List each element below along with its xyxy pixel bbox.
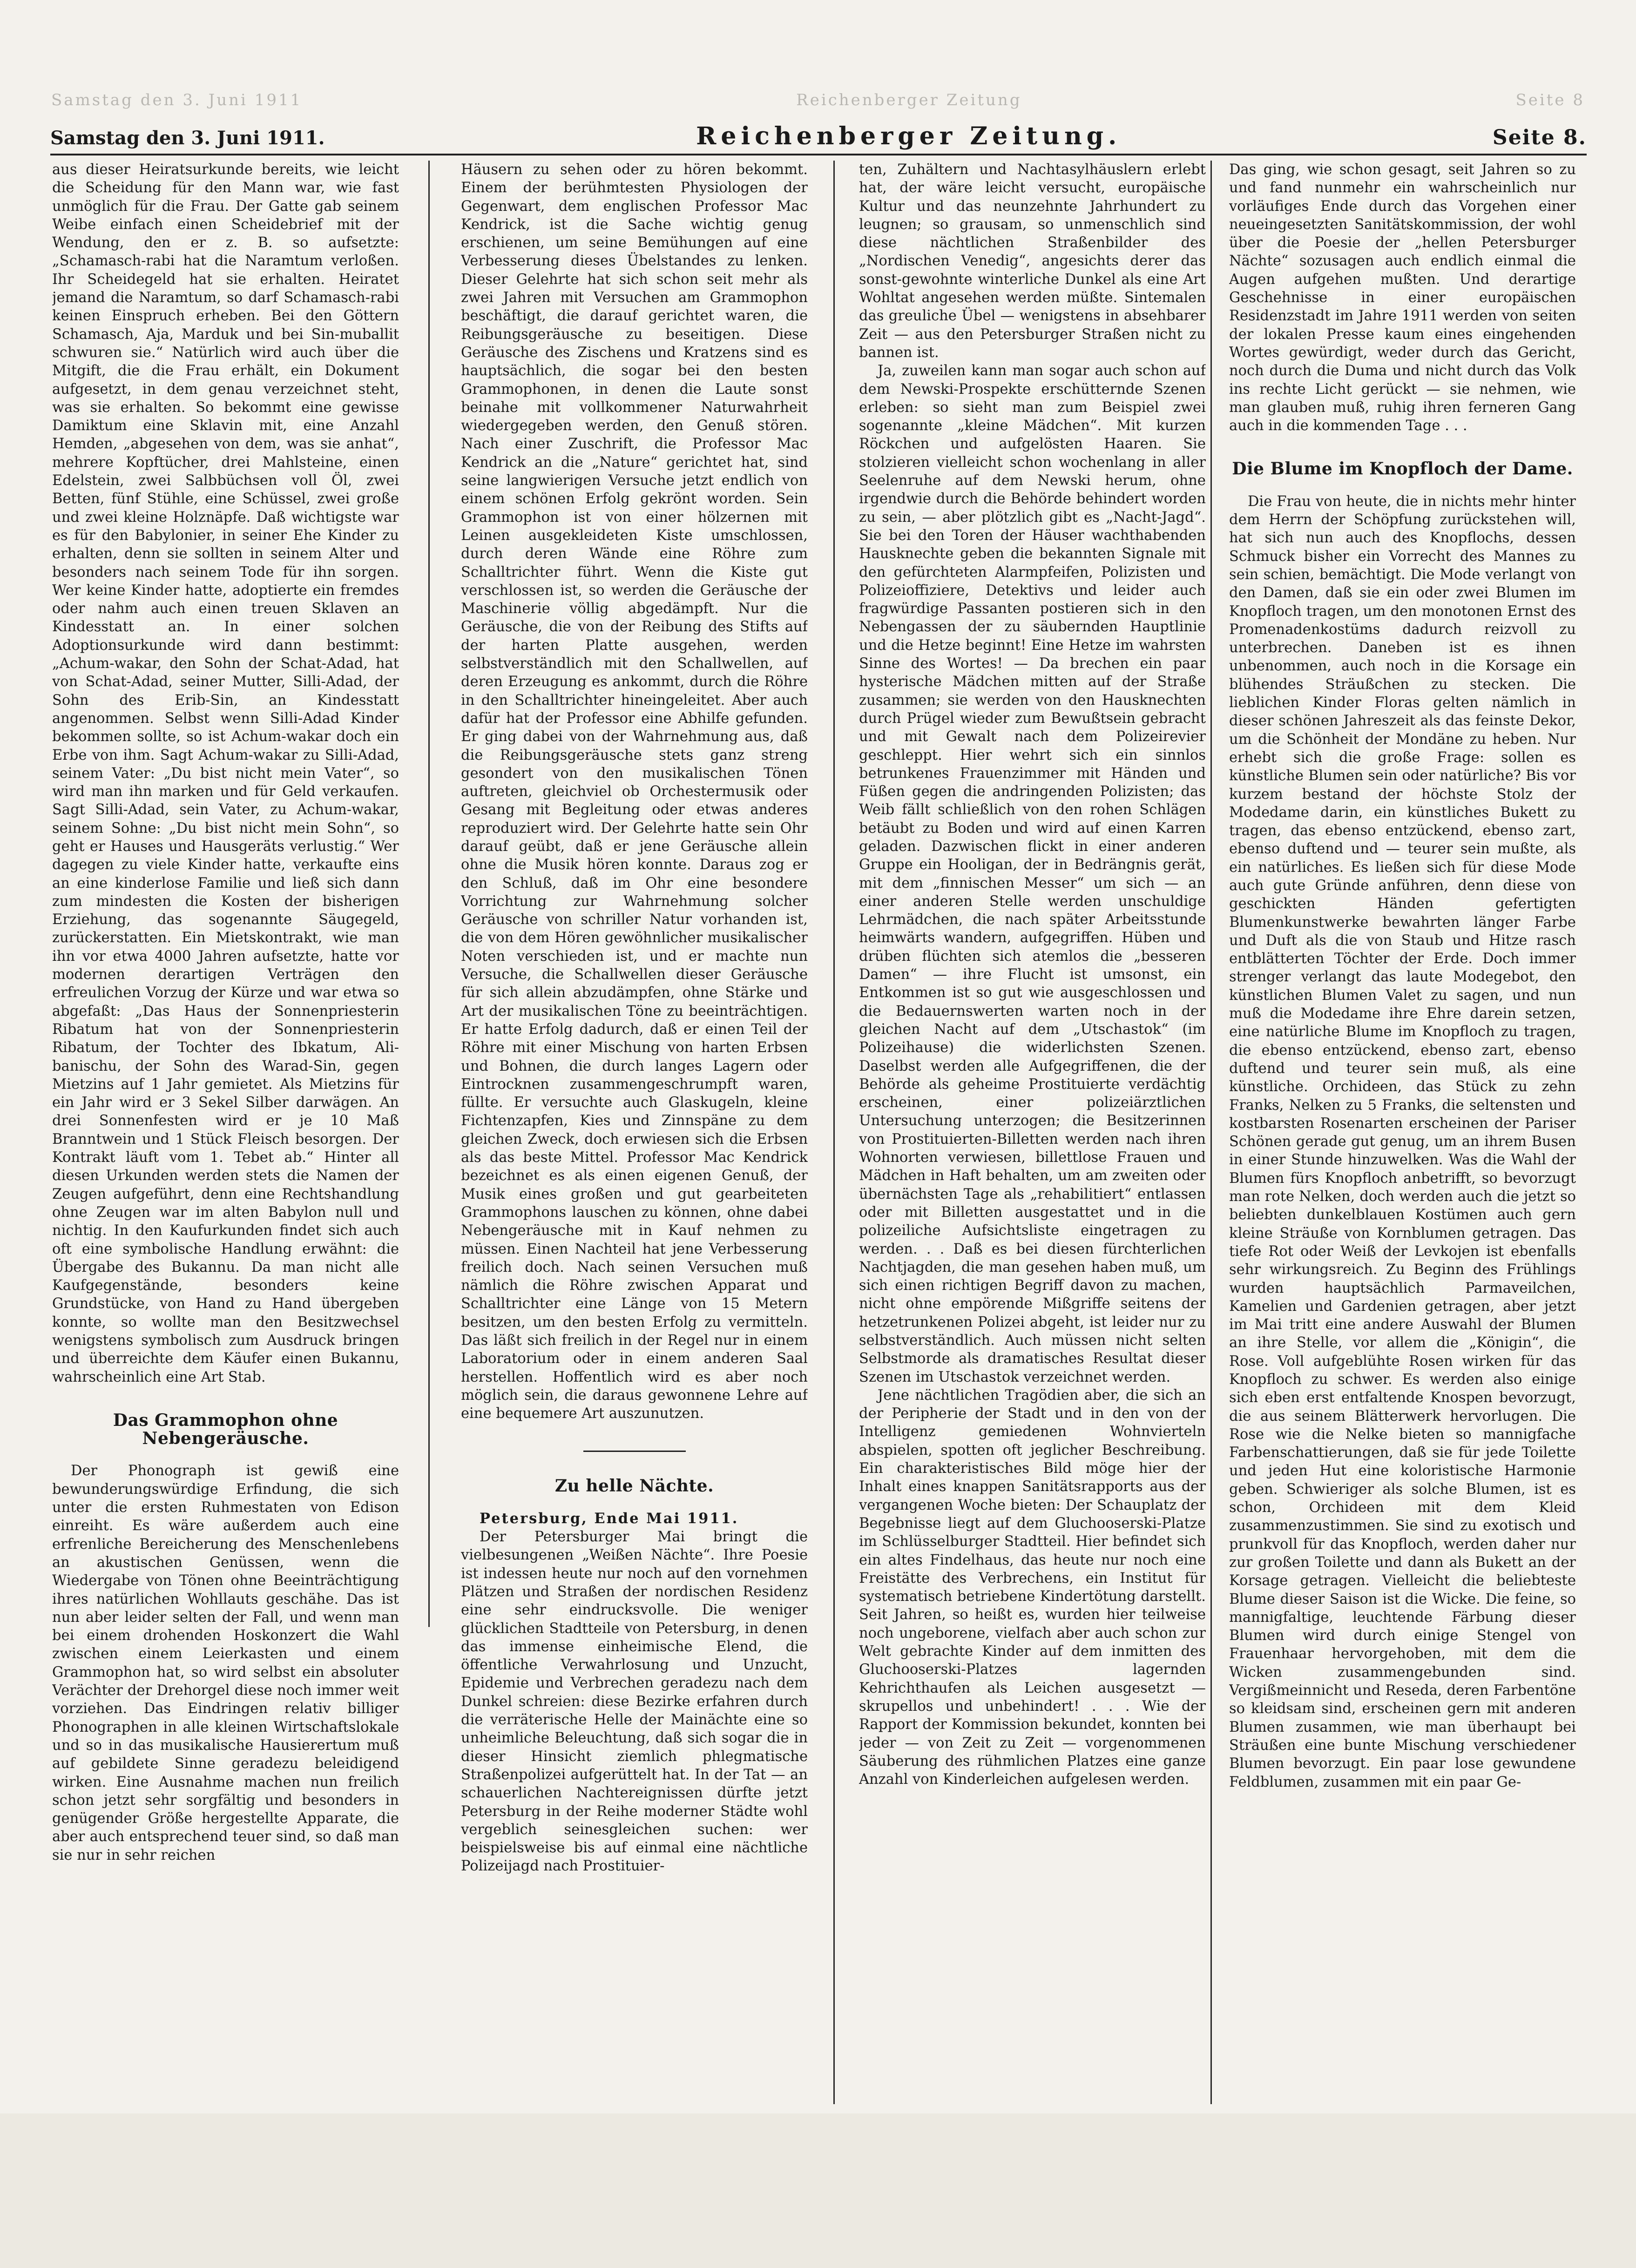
article-heading: Die Blume im Knopfloch der Dame. xyxy=(1232,459,1573,479)
article-text: Jene nächtlichen Tragödien aber, die sich an der Peripherie der Stadt und in den von der Intelligenz gemiedenen Wohnvierteln abspielen, spotten oft jeglicher Beschreibung. Ein charakteristisches Bild möge hier der Inhalt eines knappen Sanitätsrapports aus der vergangenen Woche bieten: Der Schauplatz der Begebnisse liegt auf dem Gluchooserski-Platze im Schlüsselburger Stadtteil. Hier befindet sich ein altes Findelhaus, das heute nur noch eine Freistätte des Verbrechens, ein Institut für systematisch betriebene Kindertötung darstellt. Seit Jahren, so heißt es, wurden hier teilweise noch ungeborene, vielfach aber auch schon zur Welt gebrachte Kinder auf dem inmitten des Gluchooserski-Platzes lagernden Kehrichthaufen als Leichen ausgesetzt — skrupellos und unbehindert! . . . Wie der Rapport der Kommission bekundet, konnten bei jeder — von Zeit zu Zeit — vorgenommenen Säuberung des rühmlichen Platzes eine ganze Anzahl von Kinderleichen aufgelesen werden. xyxy=(859,1387,1206,1788)
column-divider xyxy=(1210,161,1212,2104)
bleed-through-header xyxy=(51,91,1585,109)
page-number: Seite 8. xyxy=(1492,126,1587,149)
ghost-page: Seite 8 xyxy=(1515,91,1585,109)
header-rule xyxy=(50,154,1587,155)
article-text: Ja, zuweilen kann man sogar auch schon auf dem Newski-Prospekte erschütternde Szenen erleben: so sieht man zum Beispiel zwei sogenannte „kleine Mädchen“. Mit kurzen Röckchen und aufgelösten Haaren. Sie stolzieren vielleicht schon wochenlang in aller Seelenruhe auf dem Newski herum, ohne irgendwie durch die Behörde behindert worden zu sein, — aber plötzlich gibt es „Nacht-Jagd“. Sie bei den Toren der Häuser wachthabenden Hausknechte geben die bekannten Signale mit den gefürchteten Alarmpfeifen, Polizisten und Polizeioffiziere, Detektivs und leider auch fragwürdige Passanten postieren sich in den Nebengassen der zu säubernden Hauptlinie und die Hetze beginnt! Eine Hetze im wahrsten Sinne des Wortes! — Da brechen ein paar hysterische Mädchen mitten auf der Straße zusammen; sie werden von den Hausknechten durch Prügel wieder zum Bewußtsein gebracht und mit Gewalt nach dem Polizeirevier geschleppt. Hier wehrt sich ein sinnlos betrunkenes Frauenzimmer mit Händen und Füßen gegen die andringenden Polizisten; das Weib fällt schließlich von den rohen Schlägen betäubt zu Boden und wird auf einen Karren geladen. Dazwischen flickt in einer anderen Gruppe ein Hooligan, der in Bedrängnis gerät, mit dem „finnischen Messer“ um sich — an einer anderen Stelle werden unschuldige Lehrmädchen, die nach später Arbeitsstunde heimwärts wandern, aufgegriffen. Hüben und drüben flüchten sich atemlos die „besseren Damen“ — ihre Flucht ist umsonst, ein Entkommen ist so gut wie ausgeschlossen und die Bedauernswerten warten noch in der gleichen Nacht auf dem „Utschastok“ (im Polizeihause) die widerlichsten Szenen. Daselbst werden alle Aufgegriffenen, die der Behörde als geheime Prostituierte verdächtig erscheinen, einer polizeiärztlichen Untersuchung unterzogen; die Besitzerinnen von Prostituierten-Billetten werden nach ihren Wohnorten verwiesen, billettlose Frauen und Mädchen in Haft behalten, um am zweiten oder übernächsten Tage als „rehabilitiert“ entlassen oder mit Billetten ausgestattet und in die polizeiliche Aufsichtsliste eingetragen zu werden. . . Daß es bei diesen fürchterlichen Nachtjagden, die man gesehen haben muß, um sich einen richtigen Begriff davon zu machen, nicht ohne empörende Mißgriffe seitens der hetzetrunkenen Polizei abgeht, ist leider nur zu selbstverständlich. Auch müssen nicht selten Selbstmorde als dramatisches Resultat dieser Szenen im Utschastok verzeichnet werden. xyxy=(859,363,1206,1385)
article-separator xyxy=(583,1451,686,1452)
article-heading: Zu helle Nächte. xyxy=(554,1476,714,1496)
article-text: Das ging, wie schon gesagt, seit Jahren so zu und fand nunmehr ein wahrscheinlich nur vorläufiges Ende durch das Vorgehen einer neueingesetzten Sanitätskommission, der wohl über die Poesie der „hellen Petersburger Nächte“ sozusagen auch endlich einmal die Augen aufgehen mußten. Und derartige Geschehnisse in einer europäischen Residenzstadt im Jahre 1911 werden von seiten der lokalen Presse kaum eines eingehenden Wortes gewürdigt, weder durch das Gericht, noch durch die Duma und nicht durch das Volk ins rechte Licht gerückt — sie nehmen, wie man glauben muß, ruhig ihren ferneren Gang auch in die kommenden Tage . . . xyxy=(1229,162,1576,434)
ghost-date: Samstag den 3. Juni 1911 xyxy=(51,91,303,109)
column-3 xyxy=(859,161,1206,2106)
article-text: aus dieser Heiratsurkunde bereits, wie leicht die Scheidung für den Mann war, wie fast unmöglich für die Frau. Der Gatte gab seinem Weibe einfach einen Scheidebrief mit der Wendung, den er z. B. so aufsetzte: „Schamasch-rabi hat die Naramtum verloßen. Ihr Scheidegeld hat sie erhalten. Heiratet jemand die Naramtum, so darf Schamasch-rabi keinen Einspruch erheben. Bei den Göttern Schamasch, Aja, Marduk und bei Sin-muballit schwuren sie.“ Natürlich wird auch über die Mitgift, die die Frau erhält, ein Dokument aufgesetzt, in dem genau verzeichnet steht, was sie erhalten. So bekommt eine gewisse Damiktum eine Sklavin mit, eine Anzahl Hemden, „abgesehen von dem, was sie anhat“, mehrere Kopftücher, drei Mahlsteine, einen Edelstein, zwei Salbbüchsen voll Öl, zwei Betten, fünf Stühle, eine Schüssel, zwei große und zwei kleine Holznäpfe. Daß wichtigste war es für den Babylonier, in seiner Ehe Kinder zu erhalten, denn sie sollten in seinem Alter und besonders nach seinem Tode für ihn sorgen. Wer keine Kinder hatte, adoptierte ein fremdes oder nahm auch einen treuen Sklaven an Kindesstatt an. In einer solchen Adoptionsurkunde wird dann bestimmt: „Achum-wakar, den Sohn der Schat-Adad, hat von Schat-Adad, seiner Mutter, Silli-Adad, der Sohn des Erib-Sin, an Kindesstatt angenommen. Selbst wenn Silli-Adad Kinder bekommen sollte, so ist Achum-wakar doch ein Erbe von ihm. Sagt Achum-wakar zu Silli-Adad, seinem Vater: „Du bist nicht mein Vater“, so wird man ihn marken und für Geld verkaufen. Sagt Silli-Adad, sein Vater, zu Achum-wakar, seinem Sohne: „Du bist nicht mein Sohn“, so geht er Hauses und Hausgeräts verlustig.“ Wer dagegen zu viele Kinder hatte, verkaufte eins an eine kinderlose Familie und ließ sich dann zum mindesten die Kosten der bisherigen Erziehung, das sogenannte Säugegeld, zurückerstatten. Ein Mietskontrakt, wie man ihn vor etwa 4000 Jahren aufsetzte, hatte vor modernen derartigen Verträgen den erfreulichen Vorzug der Kürze und war etwa so abgefaßt: „Das Haus der Sonnenpriesterin Ribatum hat von der Sonnenpriesterin Ribatum, der Tochter des Ibkatum, Ali-banischu, der Sohn des Warad-Sin, gegen Mietzins auf 1 Jahr gemietet. Als Mietzins für ein Jahr wird er 3 Sekel Silber darwägen. An drei Sonnenfesten wird er je 10 Maß Branntwein und 1 Stück Fleisch besorgen. Der Kontrakt läuft vom 1. Tebet ab.“ Hinter all diesen Urkunden werden stets die Namen der Zeugen aufgeführt, denn eine Rechtshandlung ohne Zeugen war im alten Babylon null und nichtig. In den Kaufurkunden findet sich auch oft eine symbolische Handlung erwähnt: die Übergabe des Bukannu. Da man nicht alle Kaufgegenstände, besonders keine Grundstücke, von Hand zu Hand übergeben konnte, so wollte man den Besitzwechsel wenigstens symbolisch zum Ausdruck bringen und überreichte dem Käufer einen Bukannu, wahrscheinlich eine Art Stab. xyxy=(52,162,399,1385)
article-heading: Das Grammophon ohne Nebengeräusche. xyxy=(113,1410,338,1449)
article-text: Häusern zu sehen oder zu hören bekommt. Einem der berühmtesten Physiologen der Gegenwart, dem englischen Professor Mac Kendrick, ist die Sache wichtig genug erschienen, um seine Bemühungen auf eine Verbesserung dieses Übelstandes zu lenken. Dieser Gelehrte hat sich schon seit mehr als zwei Jahren mit Versuchen am Grammophon beschäftigt, die darauf gerichtet waren, die Reibungsgeräusche zu beseitigen. Diese Geräusche des Zischens und Kratzens sind es hauptsächlich, die sogar bei den besten Grammophonen, in denen die Laute sonst beinahe mit vollkommener Naturwahrheit wiedergegeben werden, den Genuß stören. Nach einer Zuschrift, die Professor Mac Kendrick an die „Nature“ gerichtet hat, sind seine langwierigen Versuche jetzt endlich von einem schönen Erfolg gekrönt worden. Sein Grammophon ist von einer hölzernen mit Leinen ausgekleideten Kiste umschlossen, durch deren Wände eine Röhre zum Schalltrichter führt. Wenn die Kiste gut verschlossen ist, so werden die Geräusche der Maschinerie völlig abgedämpft. Nur die Geräusche, die von der Reibung des Stifts auf der harten Platte ausgehen, werden selbstverständlich mit den Schallwellen, auf deren Erzeugung es ankommt, durch die Röhre in den Schalltrichter hineingeleitet. Aber auch dafür hat der Professor eine Abhilfe gefunden. Er ging dabei von der Wahrnehmung aus, daß die Reibungsgeräusche stets ganz streng gesondert von den musikalischen Tönen auftreten, gleichviel ob Orchestermusik oder Gesang mit Begleitung oder etwas anderes reproduziert wird. Der Gelehrte hatte sein Ohr darauf geübt, daß er jene Geräusche allein ohne die Musik hören konnte. Daraus zog er den Schluß, daß im Ohr eine besondere Vorrichtung zur Wahrnehmung solcher Geräusche von schriller Natur vorhanden ist, die von dem Hören gewöhnlicher musikalischer Noten verschieden ist, und er machte nun Versuche, die Schallwellen dieser Geräusche für sich allein abzudämpfen, ohne Stärke und Art der musikalischen Töne zu beeinträchtigen. Er hatte Erfolg dadurch, daß er einen Teil der Röhre mit einer Mischung von harten Erbsen und Bohnen, die durch langes Lagern oder Eintrocknen zusammengeschrumpft waren, füllte. Er versuchte auch Glaskugeln, kleine Fichtenzapfen, Kies und Zinnspäne zu dem gleichen Zweck, doch erwiesen sich die Erbsen als das beste Mittel. Professor Mac Kendrick bezeichnet es als einen eigenen Genuß, der Musik eines großen und gut gearbeiteten Grammophons lauschen zu können, ohne dabei Nebengeräusche mit in Kauf nehmen zu müssen. Einen Nachteil hat jene Verbesserung freilich doch. Nach seinen Versuchen muß nämlich die Röhre zwischen Apparat und Schalltrichter eine Länge von 15 Metern besitzen, um den besten Erfolg zu vermitteln. Das läßt sich freilich in der Regel nur in einem Laboratorium oder in einem anderen Saal herstellen. Hoffentlich wird es aber noch möglich sein, die daraus gewonnene Lehre auf eine bequemere Art auszunutzen. xyxy=(461,162,808,1422)
article-text: Der Phonograph ist gewiß eine bewunderungswürdige Erfindung, die sich unter die ersten Ruhmestaten von Edison einreiht. Es wäre außerdem auch eine erfrenliche Bereicherung des Menschenlebens an akustischen Genüssen, wenn die Wiedergabe von Tönen ohne Beeinträchtigung ihres natürlichen Wohllauts geschähe. Das ist nun aber leider selten der Fall, und wenn man bei einem drohenden Hoskonzert die Wahl zwischen einem Leierkasten und einem Grammophon hat, so wird selbst ein absoluter Verächter der Drehorgel diese noch immer weit vorziehen. Das Eindringen relativ billiger Phonographen in alle kleinen Wirtschaftslokale und so in das musikalische Hausierertum muß auf gebildete Sinne geradezu beleidigend wirken. Eine Ausnahme machen nun freilich schon jetzt sehr sorgfältig und besonders in genügender Größe hergestellte Apparate, die aber auch entsprechend teuer sind, so daß man sie nur in sehr reichen xyxy=(52,1463,399,1863)
article-text: ten, Zuhältern und Nachtasylhäuslern erlebt hat, der wäre leicht versucht, europäische Kultur und das neunzehnte Jahrhundert zu leugnen; so grausam, so unmenschlich sind diese nächtlichen Straßenbilder des „Nordischen Venedig“, angesichts derer das sonst-gewohnte winterliche Dunkel als eine Art Wohltat angesehen werden müßte. Sintemalen das greuliche Übel — wenigstens in absehbarer Zeit — aus den Petersburger Straßen nicht zu bannen ist. xyxy=(859,162,1206,361)
article-text: Der Petersburger Mai bringt die vielbesungenen „Weißen Nächte“. Ihre Poesie ist indessen heute nur noch auf den vornehmen Plätzen und Straßen der nordischen Residenz eine sehr eindrucksvolle. Die weniger glücklichen Stadtteile von Petersburg, in denen das immense einheimische Elend, die öffentliche Verwahrlosung und Unzucht, Epidemie und Verbrechen geradezu nach dem Dunkel schreien: diese Bezirke erfahren durch die verräterische Helle der Mainächte eine so unheimliche Beleuchtung, daß sich sogar die in dieser Hinsicht ziemlich phlegmatische Straßenpolizei aufgerüttelt hat. In der Tat — an schauerlichen Nachtereignissen dürfte jetzt Petersburg in der Reihe moderner Städte wohl vergeblich seinesgleichen suchen: wer beispielsweise bis auf einmal eine nächtliche Polizeijagd nach Prostituier- xyxy=(461,1529,808,1875)
column-2 xyxy=(461,161,808,2106)
column-1 xyxy=(52,161,399,2106)
article-text: Die Frau von heute, die in nichts mehr hinter dem Herrn der Schöpfung zurückstehen will, hat sich nun auch des Knopflochs, dessen Schmuck bisher ein Vorrecht des Mannes zu sein schien, bemächtigt. Die Mode verlangt von den Damen, daß sie ein oder zwei Blumen im Knopfloch tragen, um den monotonen Ernst des Promenadenkostüms dadurch reizvoll zu unterbrechen. Daneben ist es ihnen unbenommen, auch noch in die Korsage ein blühendes Sträußchen zu stecken. Die lieblichen Kinder Floras gelten nämlich in dieser schönen Jahreszeit als das feinste Dekor, um die Schönheit der Mondäne zu heben. Nur erhebt sich die große Frage: sollen es künstliche Blumen sein oder natürliche? Bis vor kurzem bestand der höchste Stolz der Modedame darin, ein künstliches Bukett zu tragen, das ebenso entzückend, ebenso zart, ebenso duftend und — teurer sein mußte, als ein natürliches. Es ließen sich für diese Mode auch gute Gründe anführen, denn diese von geschickten Händen gefertigten Blumenkunstwerke bewahrten länger Farbe und Duft als die von Staub und Hitze rasch entblätterten Töchter der Erde. Doch immer strenger verlangt das laute Modegebot, den künstlichen Blumen Valet zu sagen, und nun muß die Modedame ihre Ehre darein setzen, eine natürliche Blume im Knopfloch zu tragen, die ebenso entzückend, ebenso zart, ebenso duftend und teurer sein muß, als eine künstliche. Orchideen, das Stück zu zehn Franks, Nelken zu 5 Franks, die seltensten und kostbarsten Rosenarten erscheinen der Pariser Schönen gerade gut genug, um an ihrem Busen in einer Stunde hinzuwelken. Was die Wahl der Blumen fürs Knopfloch anbetrifft, so bevorzugt man rote Nelken, doch werden auch die jetzt so beliebten dunkelblauen Kostümen auch gern kleine Sträuße von Kornblumen getragen. Das tiefe Rot oder Weiß der Levkojen ist ebenfalls sehr wirkungsreich. Zu Beginn des Frühlings wurden hauptsächlich Parmaveilchen, Kamelien und Gardenien getragen, aber jetzt im Mai tritt eine andere Auswahl der Blumen an ihre Stelle, vor allem die „Königin“, die Rose. Voll aufgeblühte Rosen wirken für das Knopfloch zu schwer. Es werden also einige sich eben erst entfaltende Knospen bevorzugt, die aus seinem Blätterwerk hervorlugen. Die Rose wie die Nelke bieten so mannigfache Farbenschattierungen, daß sie für jede Toilette und jeden Hut eine koloristische Harmonie geben. Schwieriger als solche Blumen, ist es schon, Orchideen mit dem Kleid zusammenzustimmen. Sie sind zu exotisch und prunkvoll für das Knopfloch, werden daher nur zur großen Toilette und dann als Bukett an der Korsage getragen. Vielleicht die beliebteste Blume dieser Saison ist die Wicke. Die feine, so mannigfaltige, leuchtende Färbung dieser Blumen wird durch einige Stengel von Frauenhaar hervorgehoben, mit dem die Wicken zusammengebunden sind. Vergißmeinnicht und Reseda, deren Farbentöne so kleidsam sind, erscheinen gern mit anderen Blumen zusammen, wie man überhaupt bei Sträußen eine bunte Mischung verschiedener Blumen bevorzugt. Ein paar lose gewundene Feldblumen, zusammen mit ein paar Ge- xyxy=(1229,493,1576,1790)
column-divider xyxy=(833,161,835,2104)
ghost-title: Reichenberger Zeitung xyxy=(796,91,1022,109)
column-divider xyxy=(428,161,430,1627)
bottom-margin xyxy=(0,2113,1636,2268)
issue-date: Samstag den 3. Juni 1911. xyxy=(50,127,325,149)
newspaper-title: Reichenberger Zeitung. xyxy=(696,122,1122,150)
page-header xyxy=(50,122,1587,150)
column-4 xyxy=(1229,161,1576,2106)
article-dateline: Petersburg, Ende Mai 1911. xyxy=(480,1510,739,1527)
